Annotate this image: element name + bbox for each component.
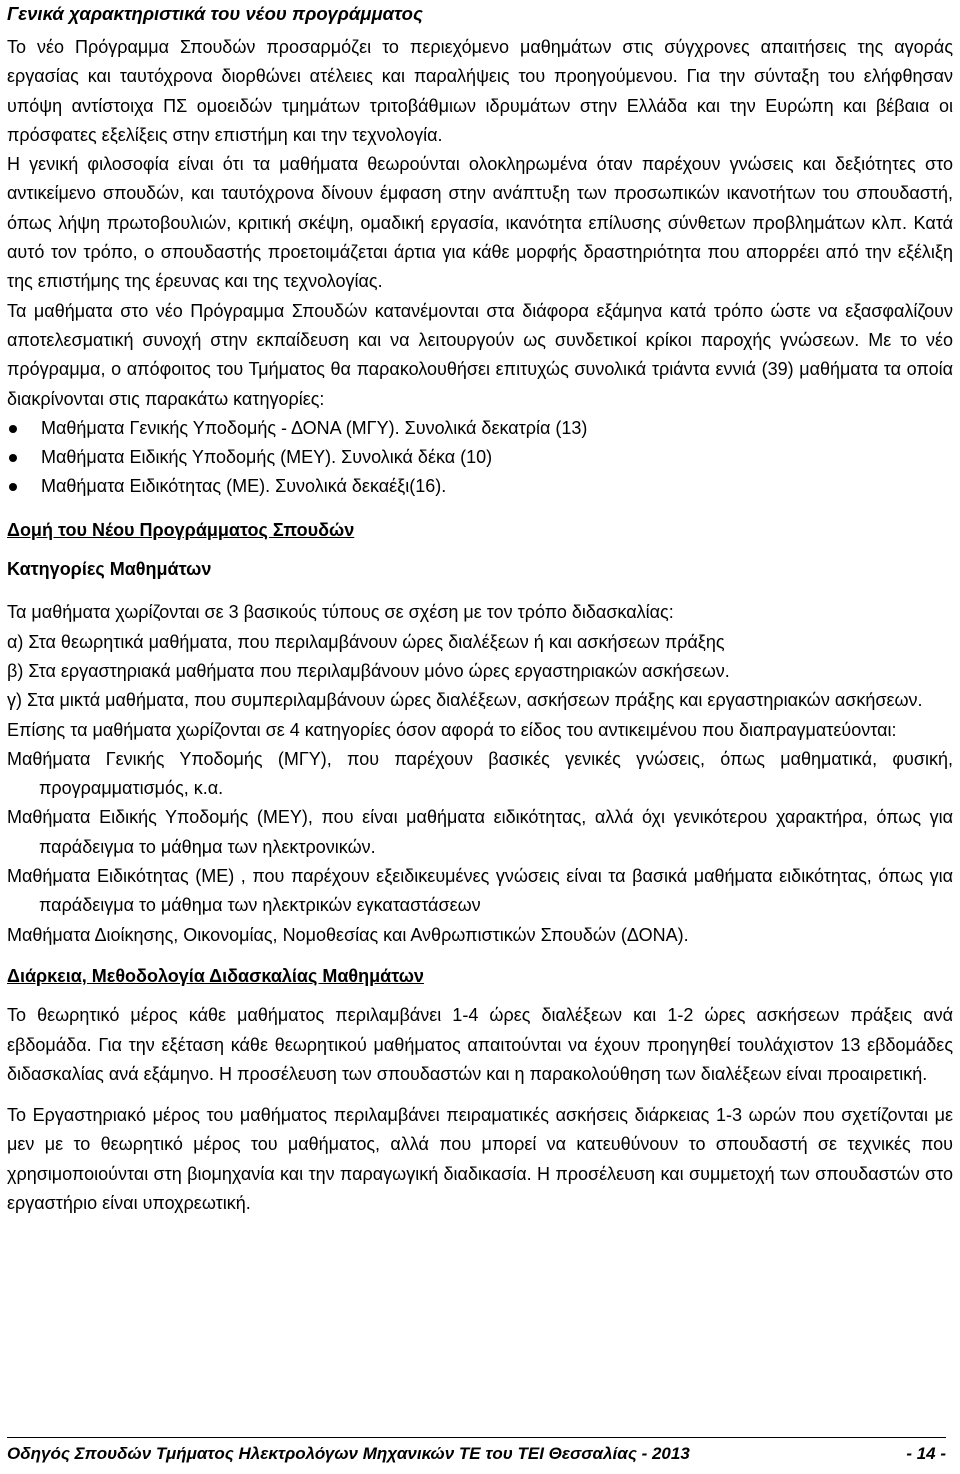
list-item: Μαθήματα Γενικής Υποδομής - ΔΟΝΑ (ΜΓΥ). Συνολικά δεκατρία (13) (41, 414, 953, 443)
category-dona: Μαθήματα Διοίκησης, Οικονομίας, Νομοθεσίας και Ανθρωπιστικών Σπουδών (ΔΟΝΑ). (7, 924, 689, 945)
list-item: Μαθήματα Ειδικότητας (ΜΕ). Συνολικά δεκαέξι(16). (41, 472, 953, 501)
category-c: γ) Στα μικτά μαθήματα, που συμπεριλαμβάνουν ώρες διαλέξεων, ασκήσεων πράξης και εργαστηριακών ασκήσεων. (7, 690, 923, 711)
document-body (7, 33, 953, 1218)
methodology-paragraph-2: Το Εργαστηριακό μέρος του μαθήματος περιλαμβάνει πειραματικές ασκήσεις διάρκειας 1-3 ωρών που σχετίζονται με μεν με το θεωρητικό μέρος του μαθήματος, αλλά που μπορεί να κατευθύνουν το σπουδαστή σε τεχνικές που χρησιμοποιούνται στη βιομηχανία και την παραγωγική διαδικασία. Η προσέλευση και συμμετοχή των σπουδαστών στο εργαστήριο είναι υποχρεωτική. (7, 1105, 953, 1213)
category-me: Μαθήματα Ειδικότητας (ΜΕ) , που παρέχουν εξειδικευμένες γνώσεις είναι τα βασικά μαθήματα ειδικότητας, όπως για παράδειγμα το μάθημα των ηλεκτρικών εγκαταστάσεων (7, 866, 953, 916)
page-footer (7, 1437, 946, 1464)
category-mey: Μαθήματα Ειδικής Υποδομής (ΜΕΥ), που είναι μαθήματα ειδικότητας, αλλά όχι γενικότερου χαρακτήρα, όπως για παράδειγμα το μάθημα των ηλεκτρονικών. (7, 807, 953, 857)
structure-heading: Δομή του Νέου Προγράμματος Σπουδών (7, 519, 355, 540)
list-item: Μαθήματα Ειδικής Υποδομής (ΜΕΥ). Συνολικά δέκα (10) (41, 443, 953, 472)
intro-paragraph-1: Το νέο Πρόγραμμα Σπουδών προσαρμόζει το περιεχόμενο μαθημάτων στις σύγχρονες απαιτήσεις της αγοράς εργασίας και ταυτόχρονα διορθώνει ατέλειες και παραλήψεις του προηγούμενου. Για την σύνταξη του ελήφθησαν υπόψη αντίστοιχα ΠΣ ομοειδών τμημάτων τριτοβάθμιων ιδρυμάτων στην Ελλάδα και την Ευρώπη και βέβαια οι πρόσφατες εξελίξεις στην επιστήμη και την τεχνολογία. (7, 37, 953, 145)
course-category-list (7, 414, 953, 502)
category-mgy: Μαθήματα Γενικής Υποδομής (ΜΓΥ), που παρέχουν βασικές γενικές γνώσεις, όπως μαθηματικά, φυσική, προγραμματισμός, κ.α. (7, 748, 953, 799)
methodology-paragraph-1: Το θεωρητικό μέρος κάθε μαθήματος περιλαμβάνει 1-4 ώρες διαλέξεων και 1-2 ώρες ασκήσεων πράξεις ανά εβδομάδα. Για την εξέταση κάθε θεωρητικού μαθήματος απαιτούνται να έχουν προηγηθεί τουλάχιστον 13 εβδομάδες διδασκαλίας ανά εξάμηνο. Η προσέλευση των σπουδαστών και η παρακολούθηση των διαλέξεων είναι προαιρετική. (7, 1005, 953, 1084)
categories-heading: Κατηγορίες Μαθημάτων (7, 559, 212, 580)
section-title: Γενικά χαρακτηριστικά του νέου προγράμματος (7, 3, 423, 24)
methodology-heading: Διάρκεια, Μεθοδολογία Διδασκαλίας Μαθημάτων (7, 965, 424, 986)
category-b: β) Στα εργαστηριακά μαθήματα που περιλαμβάνουν μόνο ώρες εργαστηριακών ασκήσεων. (7, 660, 730, 681)
categories-intro: Τα μαθήματα χωρίζονται σε 3 βασικούς τύπους σε σχέση με τον τρόπο διδασκαλίας: (7, 602, 674, 623)
document-page (7, 0, 953, 1218)
page-number: - 14 - (906, 1444, 946, 1463)
footer-title: Οδηγός Σπουδών Τμήματος Ηλεκτρολόγων Μηχανικών ΤΕ του ΤΕΙ Θεσσαλίας - 2013 (7, 1444, 690, 1463)
categories-also: Επίσης τα μαθήματα χωρίζονται σε 4 κατηγορίες όσον αφορά το είδος του αντικειμένου που διαπραγματεύονται: (7, 719, 897, 740)
category-a: α) Στα θεωρητικά μαθήματα, που περιλαμβάνουν ώρες διαλέξεων ή και ασκήσεων πράξης (7, 631, 725, 652)
intro-paragraph-2: Η γενική φιλοσοφία είναι ότι τα μαθήματα θεωρούνται ολοκληρωμένα όταν παρέχουν γνώσεις και δεξιότητες στο αντικείμενο σπουδών, και ταυτόχρονα δίνουν έμφαση στην ανάπτυξη των προσωπικών ικανοτήτων του σπουδαστή, όπως λήψη πρωτοβουλιών, κριτική σκέψη, ομαδική εργασία, ικανότητα επίλυσης σύνθετων προβλημάτων κλπ. Κατά αυτό τον τρόπο, ο σπουδαστής προετοιμάζεται άρτια για κάθε μορφής δραστηριότητα που απορρέει από την εξέλιξη της επιστήμης της έρευνας και της τεχνολογίας. (7, 154, 953, 292)
intro-paragraph-3: Τα μαθήματα στο νέο Πρόγραμμα Σπουδών κατανέμονται στα διάφορα εξάμηνα κατά τρόπο ώστε να εξασφαλίζουν αποτελεσματική συνοχή στην εκπαίδευση και να λειτουργούν ως συνδετικοί κρίκοι παροχής γνώσεων. Με το νέο πρόγραμμα, ο απόφοιτος του Τμήματος θα παρακολουθήσει επιτυχώς συνολικά τριάντα εννιά (39) μαθήματα τα οποία διακρίνονται στις παρακάτω κατηγορίες: (7, 300, 953, 409)
